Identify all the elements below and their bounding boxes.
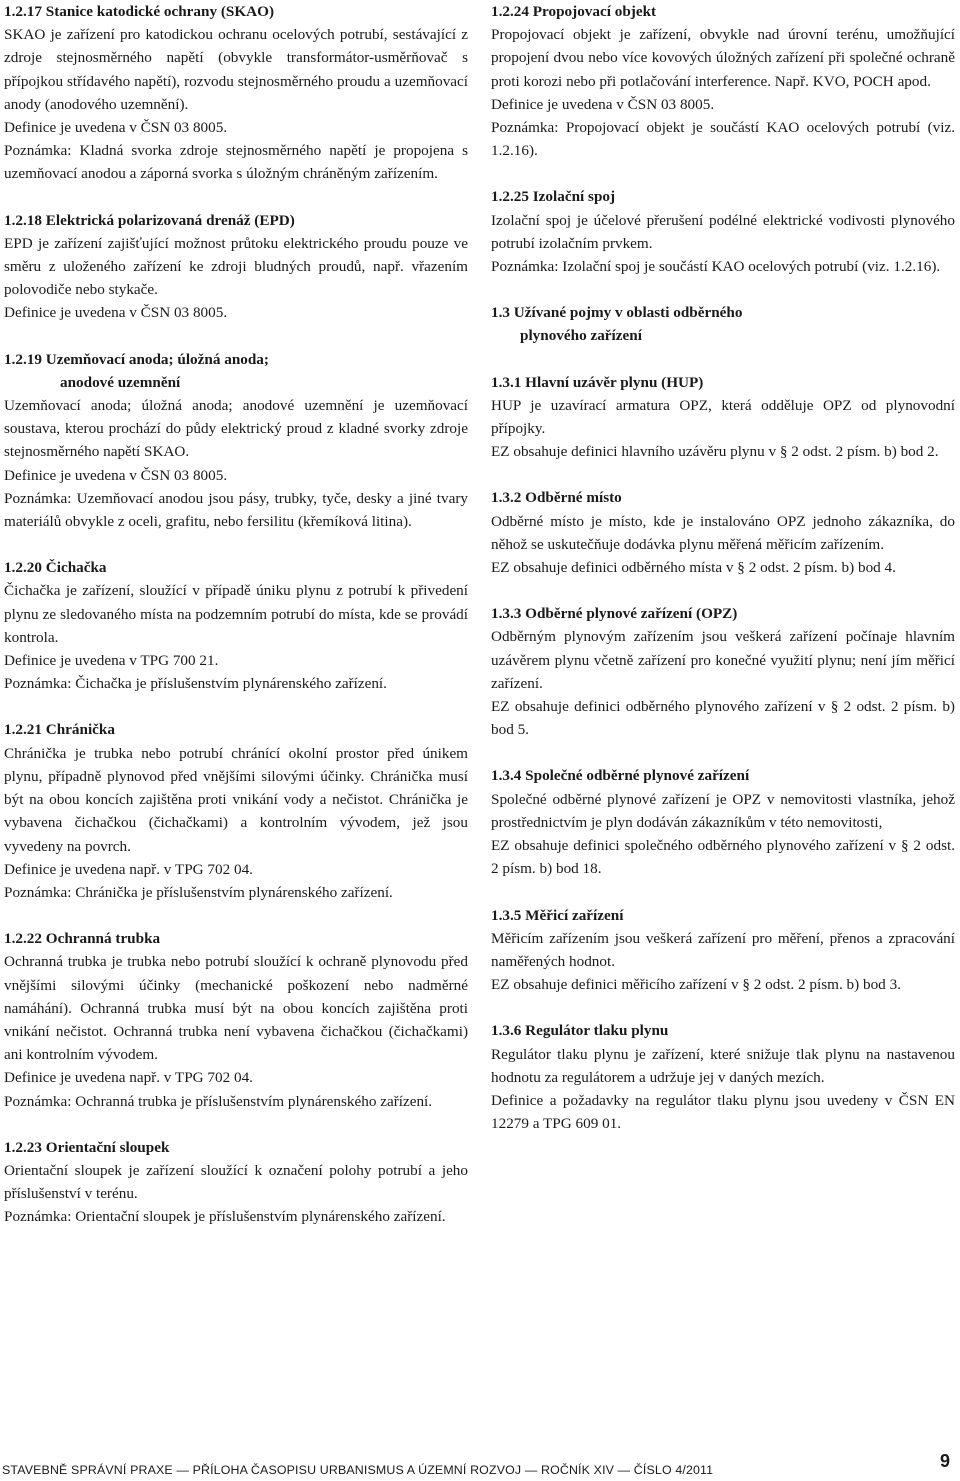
paragraph: EZ obsahuje definici hlavního uzávěru plynu v § 2 odst. 2 písm. b) bod 2. bbox=[491, 443, 939, 461]
paragraph: Uzemňovací anoda; úložná anoda; anodové uzemnění je uzemňovací soustava, kterou prochází do půdy elektrický proud z kladné svorky zdroje stejnosměrného napětí SKAO. bbox=[4, 397, 468, 461]
paragraph: Definice je uvedena v ČSN 03 8005. bbox=[4, 119, 228, 137]
heading-text: 1.3.2 Odběrné místo bbox=[491, 489, 622, 507]
heading-text: 1.2.24 Propojovací objekt bbox=[491, 3, 657, 20]
paragraph: EZ obsahuje definici odběrného plynového zařízení v § 2 odst. 2 písm. b) bod 5. bbox=[491, 698, 955, 739]
section bbox=[491, 764, 955, 880]
section-heading bbox=[4, 0, 468, 23]
heading-text: 1.3.6 Regulátor tlaku plynu bbox=[491, 1022, 669, 1040]
heading-text: 1.2.18 Elektrická polarizovaná drenáž (EPD) bbox=[4, 211, 295, 229]
section bbox=[4, 556, 468, 695]
paragraph: Definice je uvedena v TPG 700 21. bbox=[4, 652, 219, 670]
heading-text: 1.3.4 Společné odběrné plynové zařízení bbox=[491, 767, 750, 785]
paragraph: Definice je uvedena např. v TPG 702 04. bbox=[4, 860, 253, 878]
section-heading bbox=[4, 718, 468, 741]
section bbox=[4, 927, 468, 1113]
footer-publication-line: STAVEBNĚ SPRÁVNÍ PRAXE — PŘÍLOHA ČASOPISU URBANISMUS A ÚZEMNÍ ROZVOJ — ROČNÍK XIV — ČÍSLO 4/2011 bbox=[2, 1463, 714, 1477]
section bbox=[4, 348, 468, 534]
section bbox=[491, 1019, 955, 1135]
paragraph: EPD je zařízení zajišťující možnost průtoku elektrického proudu pouze ve směru z uloženého zařízení ke zdroji bludných proudů, např. vřazením polovodiče nebo stykače. bbox=[4, 234, 468, 299]
section bbox=[491, 602, 955, 741]
paragraph: Regulátor tlaku plynu je zařízení, které snižuje tlak plynu na nastavenou hodnotu za regulátorem a udržuje jej v daných mezích. bbox=[491, 1045, 955, 1086]
heading-text: 1.3.5 Měřicí zařízení bbox=[491, 906, 624, 924]
paragraph: HUP je uzavírací armatura OPZ, která odděluje OPZ od plynovodní přípojky. bbox=[491, 396, 955, 438]
section-heading bbox=[491, 1019, 955, 1042]
paragraph: Společné odběrné plynové zařízení je OPZ v nemovitosti vlastníka, jehož prostřednictvím je plyn dodáván zákazníkům v této nemovitosti, bbox=[491, 790, 955, 831]
paragraph: Poznámka: Chránička je příslušenstvím plynárenského zařízení. bbox=[4, 883, 393, 901]
page-footer bbox=[0, 1451, 960, 1481]
paragraph: Definice je uvedena v ČSN 03 8005. bbox=[4, 304, 228, 322]
page-number: 9 bbox=[939, 1451, 950, 1471]
heading-text: 1.2.17 Stanice katodické ochrany (SKAO) bbox=[4, 3, 275, 20]
section bbox=[4, 1136, 468, 1229]
section-heading bbox=[491, 185, 955, 208]
heading-text: 1.2.23 Orientační sloupek bbox=[4, 1138, 170, 1156]
section bbox=[491, 904, 955, 997]
section-heading bbox=[4, 556, 468, 579]
heading-continuation: anodové uzemnění bbox=[60, 373, 181, 391]
section bbox=[4, 209, 468, 325]
paragraph: EZ obsahuje definici měřicího zařízení v § 2 odst. 2 písm. b) bod 3. bbox=[491, 976, 901, 994]
section bbox=[491, 0, 955, 162]
section-heading bbox=[491, 904, 955, 927]
paragraph: Definice je uvedena v ČSN 03 8005. bbox=[491, 95, 715, 113]
paragraph: Poznámka: Čichačka je příslušenstvím plynárenského zařízení. bbox=[4, 675, 387, 693]
section bbox=[491, 185, 955, 278]
heading-text: 1.2.19 Uzemňovací anoda; úložná anoda; bbox=[4, 350, 269, 368]
paragraph: Čichačka je zařízení, sloužící v případě úniku plynu z potrubí k přivedení plynu ze sledovaného místa na podzemním potrubí do místa, kde se provádí kontrola. bbox=[4, 582, 468, 646]
heading-continuation: plynového zařízení bbox=[520, 327, 642, 345]
heading-text: 1.3.3 Odběrné plynové zařízení (OPZ) bbox=[491, 605, 738, 623]
section-heading bbox=[491, 764, 955, 787]
heading-text: 1.2.22 Ochranná trubka bbox=[4, 930, 161, 948]
heading-text: 1.2.25 Izolační spoj bbox=[491, 188, 616, 206]
section bbox=[4, 718, 468, 904]
heading-text: 1.2.20 Čichačka bbox=[4, 559, 107, 577]
paragraph: Odběrné místo je místo, kde je instalováno OPZ jednoho zákazníka, do něhož se uskutečňuje dodávka plynu měřená měřicím zařízením. bbox=[491, 512, 955, 553]
paragraph: Propojovací objekt je zařízení, obvykle nad úrovní terénu, umožňující propojení dvou nebo více kovových úložných zařízení při společné ochraně proti korozi nebo při potlačování interference. Např. KVO, POCH apod. bbox=[491, 26, 955, 90]
paragraph: Poznámka: Kladná svorka zdroje stejnosměrného napětí je propojena s uzemňovací anodou a záporná svorka s úložným chráněným zařízením. bbox=[4, 142, 468, 183]
section-heading bbox=[491, 602, 955, 625]
section bbox=[4, 0, 468, 186]
paragraph: Poznámka: Orientační sloupek je příslušenstvím plynárenského zařízení. bbox=[4, 1208, 446, 1226]
heading-text: 1.3 Užívané pojmy v oblasti odběrného bbox=[491, 304, 743, 322]
paragraph: Poznámka: Uzemňovací anodou jsou pásy, trubky, tyče, desky a jiné tvary materiálů obvykle z oceli, grafitu, nebo fersilitu (křemíková litina). bbox=[4, 489, 468, 531]
paragraph: Chránička je trubka nebo potrubí chránící okolní prostor před únikem plynu, případně plynovod před vnějšími silovými účinky. Chránička musí být na obou koncích zajištěna proti vnikání vody a nečistot. Chránička je vybavena čichačkou (čichačkami) a kontrolním vývodem, jež jsou vyvedeny na povrch. bbox=[4, 744, 468, 855]
section-heading bbox=[4, 1136, 468, 1159]
section bbox=[491, 486, 955, 579]
paragraph: Izolační spoj je účelové přerušení podélné elektrické vodivosti plynového potrubí izolačním prvkem. bbox=[491, 211, 955, 252]
paragraph: Poznámka: Propojovací objekt je součástí KAO ocelových potrubí (viz. 1.2.16). bbox=[491, 119, 955, 160]
section-heading bbox=[4, 348, 468, 394]
paragraph: EZ obsahuje definici společného odběrného plynového zařízení v § 2 odst. 2 písm. b) bod 18. bbox=[491, 837, 955, 878]
paragraph: Ochranná trubka je trubka nebo potrubí sloužící k ochraně plynovodu před vnějšími silovými účinky (mechanické poškození nebo nadměrné namáhání). Ochranná trubka musí být na obou koncích zajištěna proti vnikání nečistot. Ochranná trubka není vybavena čichačkou (čichačkami) ani kontrolním vývodem. bbox=[4, 953, 468, 1064]
paragraph: Odběrným plynovým zařízením jsou veškerá zařízení počínaje hlavním uzávěrem plynu včetně zařízení pro konečné využití plynu; není jím měřicí zařízení. bbox=[491, 628, 955, 692]
right-column bbox=[491, 0, 955, 1135]
section-heading bbox=[491, 301, 955, 347]
section-heading bbox=[491, 371, 955, 394]
paragraph: EZ obsahuje definici odběrného místa v § 2 odst. 2 písm. b) bod 4. bbox=[491, 559, 896, 577]
paragraph: Definice je uvedena např. v TPG 702 04. bbox=[4, 1069, 253, 1087]
section-heading bbox=[4, 927, 468, 950]
heading-text: 1.3.1 Hlavní uzávěr plynu (HUP) bbox=[491, 373, 704, 391]
section-heading bbox=[4, 209, 468, 232]
section-heading bbox=[491, 486, 955, 509]
section-heading bbox=[491, 0, 955, 23]
paragraph: Poznámka: Ochranná trubka je příslušenstvím plynárenského zařízení. bbox=[4, 1092, 433, 1110]
section bbox=[491, 301, 955, 347]
paragraph: Poznámka: Izolační spoj je součástí KAO ocelových potrubí (viz. 1.2.16). bbox=[491, 258, 941, 276]
paragraph: Definice a požadavky na regulátor tlaku plynu jsou uvedeny v ČSN EN 12279 a TPG 609 01. bbox=[491, 1091, 955, 1133]
section bbox=[491, 371, 955, 464]
left-column bbox=[4, 0, 468, 1229]
heading-text: 1.2.21 Chránička bbox=[4, 721, 115, 739]
paragraph: Měřicím zařízením jsou veškerá zařízení pro měření, přenos a zpracování naměřených hodnot. bbox=[491, 929, 955, 970]
paragraph: Orientační sloupek je zařízení sloužící k označení polohy potrubí a jeho příslušenství v terénu. bbox=[4, 1161, 468, 1203]
paragraph: Definice je uvedena v ČSN 03 8005. bbox=[4, 466, 228, 484]
paragraph: SKAO je zařízení pro katodickou ochranu ocelových potrubí, sestávající z zdroje stejnosměrného napětí (obvykle transformátor-usměrňovač s přípojkou střídavého napětí), rozvodu stejnosměrného proudu a uzemňovací anody (anodového uzemnění). bbox=[4, 26, 468, 113]
